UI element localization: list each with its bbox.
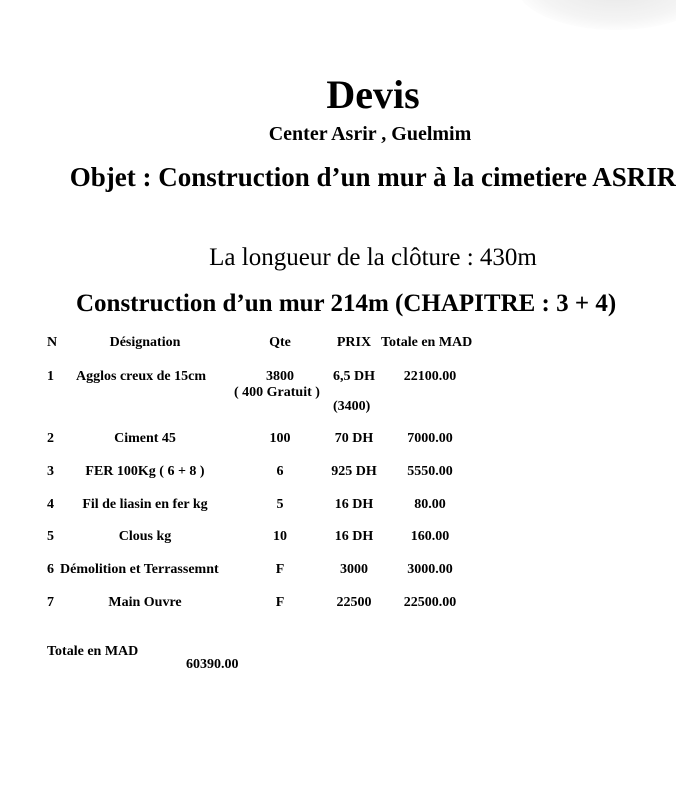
header-prix: PRIX xyxy=(336,335,372,350)
row-designation: Agglos creux de 15cm xyxy=(76,369,206,384)
header-totale: Totale en MAD xyxy=(381,335,473,350)
row-n: 3 xyxy=(47,464,54,479)
row-prix: 70 DH xyxy=(334,431,374,446)
row-totale: 80.00 xyxy=(414,497,446,512)
row-qte-note: ( 400 Gratuit ) xyxy=(234,385,320,400)
row-totale: 160.00 xyxy=(410,529,450,544)
row-n: 5 xyxy=(47,529,54,544)
row-qte: 3800 xyxy=(266,369,294,384)
row-n: 2 xyxy=(47,431,54,446)
row-totale: 22500.00 xyxy=(403,595,457,610)
row-totale: 22100.00 xyxy=(403,369,457,384)
row-qte: 6 xyxy=(276,464,284,479)
row-prix: 925 DH xyxy=(331,464,377,479)
row-designation: Main Ouvre xyxy=(108,595,182,610)
row-designation: Démolition et Terrassemnt xyxy=(60,562,219,577)
row-prix: 3000 xyxy=(340,562,368,577)
row-qte: F xyxy=(275,562,285,577)
row-designation: Fil de liasin en fer kg xyxy=(82,497,208,512)
row-n: 6 xyxy=(47,562,54,577)
row-designation: Ciment 45 xyxy=(114,431,176,446)
row-n: 1 xyxy=(47,369,54,384)
row-n: 7 xyxy=(47,595,54,610)
row-prix-note: (3400) xyxy=(333,399,371,414)
corner-shadow xyxy=(516,0,676,30)
row-prix: 22500 xyxy=(336,595,372,610)
row-n: 4 xyxy=(47,497,54,512)
objet-heading: Objet : Construction d’un mur à la cimetiere ASRIR xyxy=(69,162,676,192)
row-totale: 7000.00 xyxy=(407,431,453,446)
row-qte: 5 xyxy=(276,497,284,512)
chapitre-heading: Construction d’un mur 214m (CHAPITRE : 3 + 4) xyxy=(76,290,617,317)
row-qte: 10 xyxy=(273,529,287,544)
grand-total-label: Totale en MAD xyxy=(47,644,139,659)
row-designation: Clous kg xyxy=(118,529,172,544)
page-title: Devis xyxy=(326,72,420,117)
row-qte: F xyxy=(275,595,285,610)
row-designation: FER 100Kg ( 6 + 8 ) xyxy=(85,464,205,479)
row-totale: 5550.00 xyxy=(407,464,453,479)
page-subtitle: Center Asrir , Guelmim xyxy=(268,123,472,145)
header-n: N xyxy=(47,335,58,350)
longueur-text: La longueur de la clôture : 430m xyxy=(209,244,537,271)
row-qte: 100 xyxy=(269,431,291,446)
grand-total-value: 60390.00 xyxy=(186,657,239,672)
row-prix: 6,5 DH xyxy=(333,369,375,384)
row-prix: 16 DH xyxy=(334,497,374,512)
row-totale: 3000.00 xyxy=(407,562,453,577)
row-prix: 16 DH xyxy=(334,529,374,544)
header-designation: Désignation xyxy=(109,335,181,350)
header-qte: Qte xyxy=(269,335,291,350)
